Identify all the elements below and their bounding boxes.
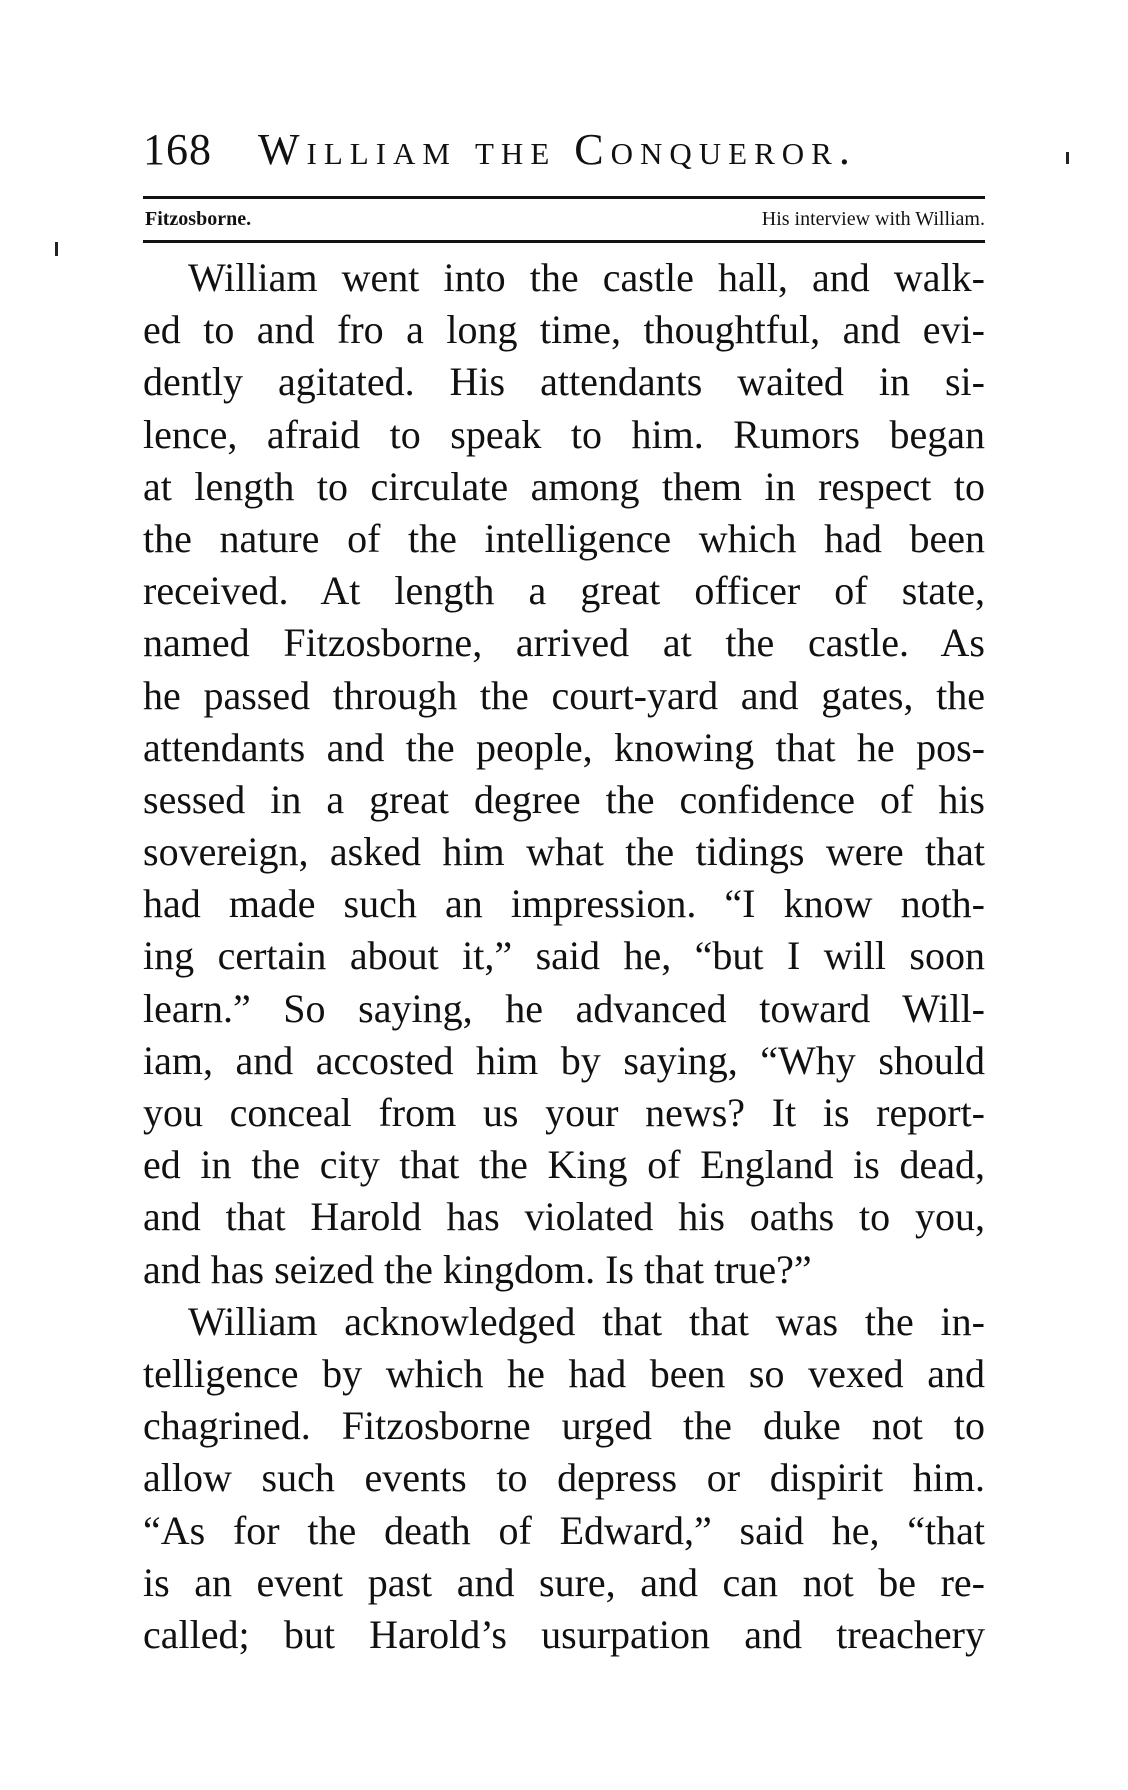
book-title: William the Conqueror. — [258, 125, 857, 174]
text-line: sovereign, asked him what the tidings were that — [143, 829, 985, 875]
scan-speck — [1066, 152, 1069, 164]
marginal-heading-right: His interview with William. — [761, 208, 985, 230]
text-line: and has seized the kingdom. Is that true?” — [143, 1246, 812, 1292]
text-line: attendants and the people, knowing that he pos- — [143, 724, 985, 770]
text-line: chagrined. Fitzosborne urged the duke not to — [143, 1403, 985, 1449]
text-line: and that Harold has violated his oaths to you, — [143, 1194, 985, 1240]
text-line: lence, afraid to speak to him. Rumors began — [143, 411, 985, 457]
text-line: at length to circulate among them in respect to — [143, 463, 985, 509]
text-line: dently agitated. His attendants waited in si- — [143, 359, 985, 405]
text-line: telligence by which he had been so vexed and — [143, 1350, 985, 1396]
text-line: ed to and fro a long time, thoughtful, and evi- — [143, 307, 985, 353]
text-line: had made such an impression. “I know noth- — [143, 881, 985, 927]
scan-speck — [55, 242, 58, 256]
text-line: iam, and accosted him by saying, “Why should — [143, 1037, 985, 1083]
running-head — [143, 118, 983, 178]
text-line: ing certain about it,” said he, “but I will soon — [143, 933, 985, 979]
page-body — [143, 252, 985, 1661]
text-line: William went into the castle hall, and walk- — [188, 255, 985, 300]
page-number: 168 — [143, 125, 212, 174]
text-line: he passed through the court-yard and gates, the — [143, 672, 985, 718]
text-line: learn.” So saying, he advanced toward Will- — [143, 985, 985, 1031]
text-line: William acknowledged that that was the in- — [188, 1298, 985, 1344]
text-line: allow such events to depress or dispirit him. — [143, 1455, 985, 1501]
marginal-heading-left: Fitzosborne. — [145, 208, 252, 230]
text-line: you conceal from us your news? It is report- — [143, 1090, 985, 1135]
text-line: named Fitzosborne, arrived at the castle. As — [143, 620, 985, 666]
text-line: received. At length a great officer of state, — [143, 568, 985, 614]
header-rule-top — [143, 196, 985, 199]
text-line: sessed in a great degree the confidence of his — [143, 776, 985, 822]
text-line: called; but Harold’s usurpation and treachery — [143, 1611, 985, 1657]
text-line: is an event past and sure, and can not be re- — [143, 1559, 985, 1605]
header-rule-bottom — [143, 240, 985, 243]
text-line: the nature of the intelligence which had been — [143, 515, 985, 561]
text-line: “As for the death of Edward,” said he, “that — [143, 1507, 985, 1553]
text-line: ed in the city that the King of England is dead, — [143, 1142, 985, 1188]
